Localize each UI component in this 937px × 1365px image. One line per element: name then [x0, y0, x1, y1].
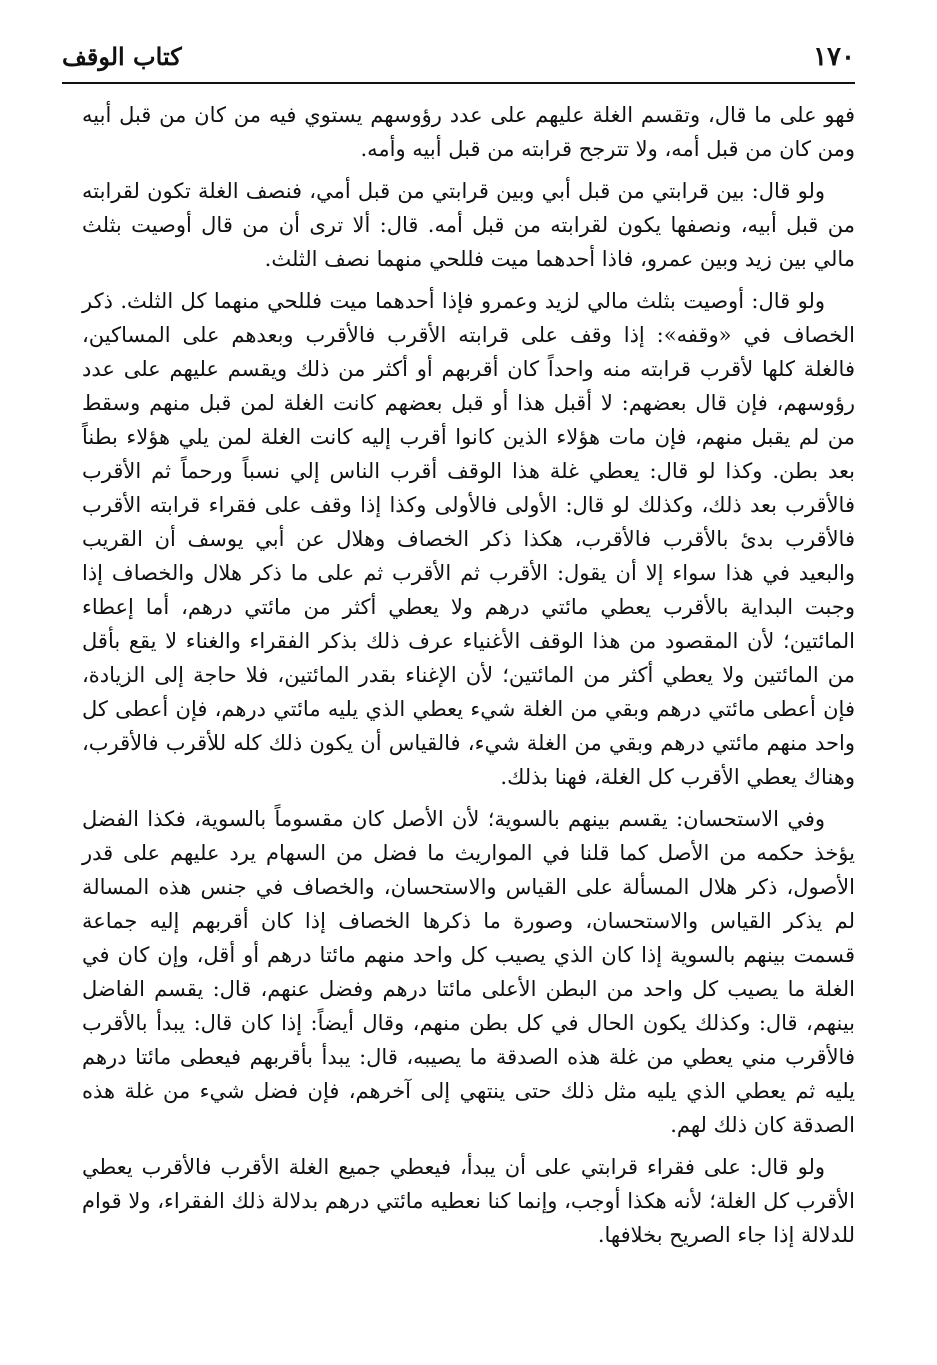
- page-number: ١٧٠: [813, 42, 855, 72]
- running-title: كتاب الوقف: [62, 42, 182, 71]
- paragraph: فهو على ما قال، وتقسم الغلة عليهم على عدد رؤوسهم يستوي فيه من كان من قبل أبيه ومن كان من قبل أمه، ولا تترجح قرابته من قبل أبيه وأمه.: [82, 103, 855, 161]
- paragraph: ولو قال: بين قرابتي من قبل أبي وبين قرابتي من قبل أمي، فنصف الغلة تكون لقرابته من قبل أبيه، ونصفها يكون لقرابته من قبل أمه. قال: ألا ترى أن من قال أوصيت بثلث مالي بين زيد وبين عمرو، فاذا أحدهما ميت فللحي منهما نصف الثلث.: [82, 179, 855, 271]
- paragraph: وفي الاستحسان: يقسم بينهم بالسوية؛ لأن الأصل كان مقسوماً بالسوية، فكذا الفضل يؤخذ حكمه من الأصل كما قلنا في المواريث ما فضل من السهام يرد عليهم على قدر الأصول، ذكر هلال المسألة على القياس والاستحسان، والخصاف في جنس هذه المسالة لم يذكر القياس والاستحسان، وصورة ما ذكرها الخصاف إذا كان أقربهم إليه جماعة قسمت بينهم بالسوية إذا كان الذي يصيب كل واحد منهم مائتا درهم أو أقل، وإن كان في الغلة ما يصيب كل واحد من البطن الأعلى مائتا درهم وفضل عنهم، قال: يقسم الفاضل بينهم، قال: وكذلك يكون الحال في كل بطن منهم، وقال أيضاً: إذا كان قال: يبدأ بالأقرب فالأقرب مني يعطي من غلة هذه الصدقة ما يصيبه، قال: يبدأ بأقربهم فيعطى مائتا درهم يليه ثم يعطي الذي يليه مثل ذلك حتى ينتهي إلى آخرهم، فإن فضل شيء من غلة هذه الصدقة كان ذلك لهم.: [82, 807, 855, 1137]
- paragraph: ولو قال: أوصيت بثلث مالي لزيد وعمرو فإذا أحدهما ميت فللحي منهما كل الثلث. ذكر الخصاف في «وقفه»: إذا وقف على قرابته الأقرب فالأقرب وبعدهم على المساكين، فالغلة كلها لأقرب قرابته منه واحداً كان أقربهم أو أكثر من ذلك ويقسم عليهم على عدد رؤوسهم، فإن قال بعضهم: لا أقبل هذا أو قبل بعضهم كانت الغلة لمن قبل منهم وسقط من لم يقبل منهم، فإن مات هؤلاء الذين كانوا أقرب إليه كانت الغلة لمن يلي هؤلاء بطناً بعد بطن. وكذا لو قال: يعطي غلة هذا الوقف أقرب الناس إلي نسباً ورحماً ثم الأقرب فالأقرب بعد ذلك، وكذلك لو قال: الأولى فالأولى وكذا إذا وقف على فقراء قرابته الأقرب فالأقرب بدئ بالأقرب فالأقرب، هكذا ذكر الخصاف وهلال عن أبي يوسف أن القريب والبعيد في هذا سواء إلا أن يقول: الأقرب ثم الأقرب ثم على ما ذكر هلال والخصاف إذا وجبت البداية بالأقرب يعطي مائتي درهم ولا يعطي أكثر من مائتي درهم، أما إعطاء المائتين؛ لأن المقصود من هذا الوقف الأغنياء عرف ذلك بذكر الفقراء والغناء لا يقع بأقل من المائتين ولا يعطي أكثر من المائتين؛ لأن الإغناء بقدر المائتين، فلا حاجة إلى الزيادة، فإن أعطى مائتي درهم وبقي من الغلة شيء يعطي الذي يليه مائتي درهم، فإن أعطى كل واحد منهم مائتي درهم وبقي من الغلة شيء، فالقياس أن يكون ذلك كله للأقرب فالأقرب، وهناك يعطي الأقرب كل الغلة، فهنا بذلك.: [82, 289, 855, 789]
- header-divider: [62, 82, 855, 84]
- page-body: [82, 98, 855, 1260]
- page-header: [62, 40, 855, 84]
- paragraph: ولو قال: على فقراء قرابتي على أن يبدأ، فيعطي جميع الغلة الأقرب فالأقرب يعطي الأقرب كل الغلة؛ لأنه هكذا أوجب، وإنما كنا نعطيه مائتي درهم بدلالة ذلك الفقراء، ولا قوام للدلالة إذا جاء الصريح بخلافها.: [82, 1155, 855, 1247]
